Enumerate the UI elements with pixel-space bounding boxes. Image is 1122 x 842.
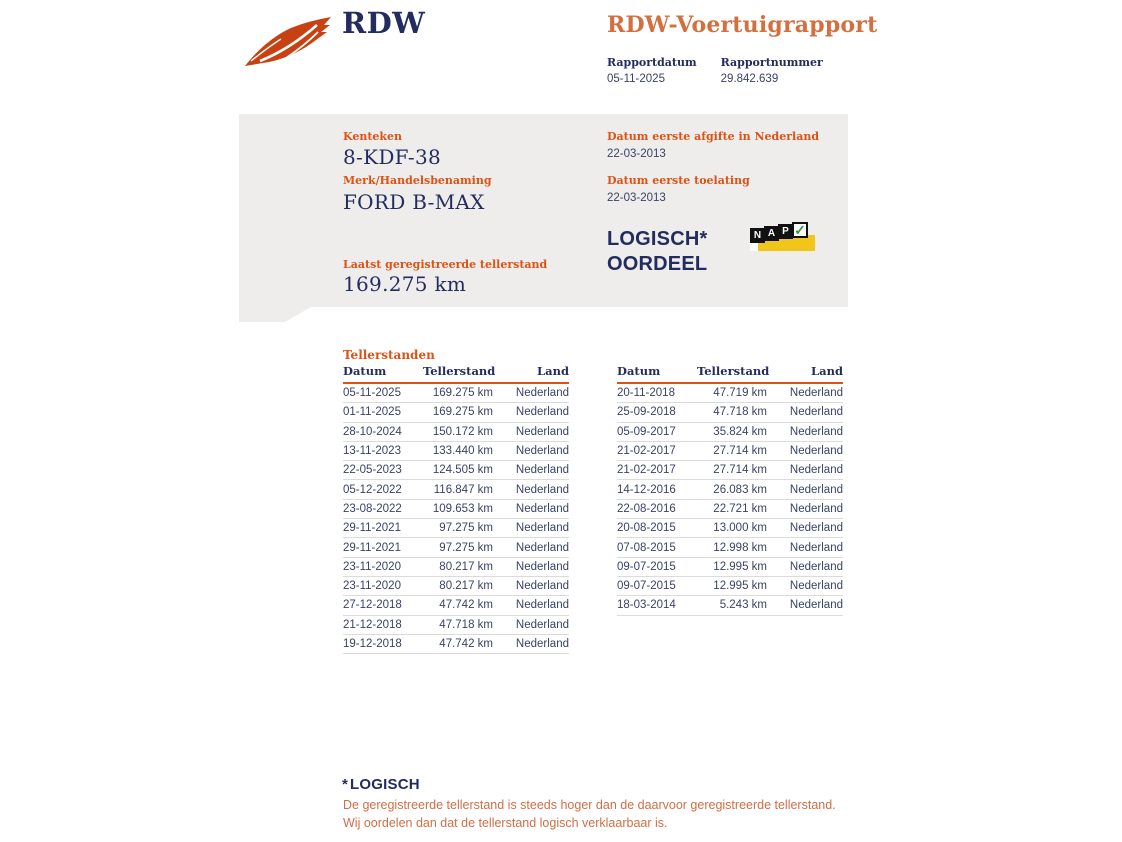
row-odometer: 35.824 km [713, 425, 767, 438]
row-odometer: 133.440 km [432, 445, 493, 458]
row-odometer: 150.172 km [432, 425, 493, 438]
table-row [343, 519, 569, 538]
summary-box-tail [239, 307, 311, 322]
table-row [343, 480, 569, 499]
table-row [617, 423, 843, 442]
row-country: Nederland [789, 483, 843, 496]
row-country: Nederland [515, 464, 569, 477]
row-country: Nederland [789, 464, 843, 477]
row-odometer: 47.718 km [713, 406, 767, 419]
table-row [343, 538, 569, 557]
column-header-datum: Datum [617, 364, 661, 378]
kenteken-label: Kenteken [343, 130, 403, 143]
row-date: 05-09-2017 [617, 425, 676, 438]
table-row [343, 596, 569, 615]
row-odometer: 169.275 km [432, 406, 493, 419]
tellerstanden-section-title: Tellerstanden [343, 348, 435, 362]
row-date: 14-12-2016 [617, 483, 676, 496]
report-date-label: Rapportdatum [607, 56, 697, 69]
row-odometer: 5.243 km [719, 599, 767, 612]
nap-white-square [750, 243, 758, 251]
row-date: 09-07-2015 [617, 580, 676, 593]
row-country: Nederland [789, 425, 843, 438]
row-date: 13-11-2023 [343, 445, 401, 458]
row-odometer: 27.714 km [713, 445, 767, 458]
table-row [343, 616, 569, 635]
oordeel-line2: OORDEEL [607, 253, 708, 275]
nap-letter-n: N [750, 228, 765, 243]
row-date: 18-03-2014 [617, 599, 676, 612]
eerste-afgifte-label: Datum eerste afgifte in Nederland [607, 130, 820, 143]
row-date: 01-11-2025 [343, 406, 401, 419]
row-country: Nederland [789, 580, 843, 593]
report-number [721, 56, 823, 85]
row-odometer: 47.718 km [439, 618, 493, 631]
row-date: 20-08-2015 [617, 522, 676, 535]
row-odometer: 97.275 km [439, 522, 493, 535]
row-date: 28-10-2024 [343, 425, 402, 438]
table-row [617, 461, 843, 480]
laatste-tellerstand-value: 169.275 km [343, 272, 467, 296]
eerste-toelating-label: Datum eerste toelating [607, 174, 750, 187]
report-number-label: Rapportnummer [720, 56, 823, 69]
oordeel-line1: LOGISCH* [607, 228, 708, 250]
row-date: 23-11-2020 [343, 580, 401, 593]
column-header-land: Land [811, 364, 843, 378]
table-row [343, 384, 569, 403]
row-date: 25-09-2018 [617, 406, 676, 419]
row-country: Nederland [515, 580, 569, 593]
table-row [617, 500, 843, 519]
row-country: Nederland [515, 483, 569, 496]
row-date: 09-07-2015 [617, 560, 676, 573]
row-odometer: 27.714 km [713, 464, 767, 477]
row-odometer: 12.998 km [713, 541, 767, 554]
column-header-land: Land [537, 364, 569, 378]
row-country: Nederland [789, 406, 843, 419]
row-country: Nederland [515, 599, 569, 612]
row-country: Nederland [515, 387, 569, 400]
row-country: Nederland [515, 425, 569, 438]
row-odometer: 109.653 km [432, 502, 493, 515]
laatste-tellerstand-label: Laatst geregistreerde tellerstand [343, 258, 548, 271]
row-date: 23-11-2020 [343, 560, 401, 573]
row-date: 05-12-2022 [343, 483, 402, 496]
row-country: Nederland [515, 522, 569, 535]
row-odometer: 116.847 km [433, 483, 493, 496]
row-odometer: 97.275 km [439, 541, 493, 554]
nap-letter-a: A [764, 226, 779, 241]
table-row [343, 403, 569, 422]
vehicle-summary-box [239, 114, 848, 307]
table-header [343, 364, 569, 384]
kenteken-value: 8-KDF-38 [343, 145, 442, 169]
row-odometer: 12.995 km [713, 560, 767, 573]
row-date: 21-02-2017 [617, 445, 676, 458]
row-country: Nederland [515, 541, 569, 554]
table-row [617, 480, 843, 499]
table-row [617, 403, 843, 422]
row-odometer: 47.742 km [439, 638, 493, 650]
row-odometer: 26.083 km [713, 483, 767, 496]
nap-checkmark-icon: ✓ [792, 222, 808, 238]
footnote-title-text: LOGISCH [350, 776, 420, 793]
table-header [617, 364, 843, 384]
table-row [343, 635, 569, 654]
table-row [617, 538, 843, 557]
report-meta [607, 56, 823, 85]
row-country: Nederland [789, 502, 843, 515]
row-country: Nederland [789, 522, 843, 535]
row-date: 29-11-2021 [343, 522, 401, 535]
row-odometer: 169.275 km [432, 387, 493, 400]
table-row [343, 442, 569, 461]
table-row [343, 500, 569, 519]
row-odometer: 47.742 km [439, 599, 493, 612]
row-odometer: 124.505 km [432, 464, 493, 477]
row-date: 19-12-2018 [343, 638, 402, 650]
column-header-tellerstand: Tellerstand [423, 364, 496, 378]
row-date: 27-12-2018 [343, 599, 402, 612]
row-country: Nederland [789, 387, 843, 400]
table-row [617, 442, 843, 461]
row-date: 29-11-2021 [343, 541, 401, 554]
row-country: Nederland [789, 560, 843, 573]
table-row [617, 596, 843, 615]
footnote-asterisk: * [342, 776, 349, 793]
row-date: 21-12-2018 [343, 618, 402, 631]
row-country: Nederland [789, 445, 843, 458]
row-odometer: 80.217 km [439, 560, 493, 573]
eerste-toelating-value: 22-03-2013 [607, 192, 666, 204]
table-row [617, 558, 843, 577]
row-country: Nederland [789, 541, 843, 554]
row-country: Nederland [789, 599, 843, 612]
row-odometer: 13.000 km [713, 522, 767, 535]
row-country: Nederland [515, 445, 569, 458]
table-row [617, 384, 843, 403]
row-date: 21-02-2017 [617, 464, 676, 477]
column-header-datum: Datum [343, 364, 387, 378]
table-row [617, 577, 843, 596]
table-row [343, 461, 569, 480]
row-country: Nederland [515, 502, 569, 515]
report-date [607, 56, 697, 85]
rdw-wing-logo-icon [244, 16, 334, 70]
nap-logo-icon [750, 222, 816, 258]
page-title: RDW-Voertuigrapport [607, 12, 878, 38]
row-date: 05-11-2025 [343, 387, 401, 400]
row-country: Nederland [515, 638, 569, 650]
row-country: Nederland [515, 560, 569, 573]
table-row [343, 577, 569, 596]
row-date: 22-08-2016 [617, 502, 676, 515]
row-odometer: 47.719 km [713, 387, 767, 400]
oordeel-verdict [607, 227, 708, 277]
eerste-afgifte-value: 22-03-2013 [607, 148, 666, 160]
row-odometer: 80.217 km [439, 580, 493, 593]
row-date: 23-08-2022 [343, 502, 402, 515]
report-date-value: 05-11-2025 [607, 73, 665, 85]
tellerstanden-table-left [343, 364, 569, 654]
row-country: Nederland [515, 618, 569, 631]
brand-wordmark: RDW [342, 6, 426, 40]
column-header-tellerstand: Tellerstand [697, 364, 770, 378]
tellerstanden-table-right [617, 364, 843, 616]
row-date: 22-05-2023 [343, 464, 402, 477]
row-odometer: 12.995 km [713, 580, 767, 593]
footnote-title [342, 776, 420, 793]
row-date: 07-08-2015 [617, 541, 676, 554]
row-odometer: 22.721 km [713, 502, 767, 515]
table-row [617, 519, 843, 538]
row-country: Nederland [515, 406, 569, 419]
row-date: 20-11-2018 [617, 387, 675, 400]
table-row [343, 423, 569, 442]
footnote-explanation: De geregistreerde tellerstand is steeds hoger dan de daarvoor geregistreerde tellerstand. Wij oordelen dan dat de tellerstand logisch verklaarbaar is. [343, 798, 836, 830]
report-number-value: 29.842.639 [720, 73, 779, 85]
merk-label: Merk/Handelsbenaming [343, 174, 492, 187]
nap-letter-p: P [778, 224, 793, 239]
merk-value: FORD B-MAX [343, 190, 485, 214]
table-row [343, 558, 569, 577]
